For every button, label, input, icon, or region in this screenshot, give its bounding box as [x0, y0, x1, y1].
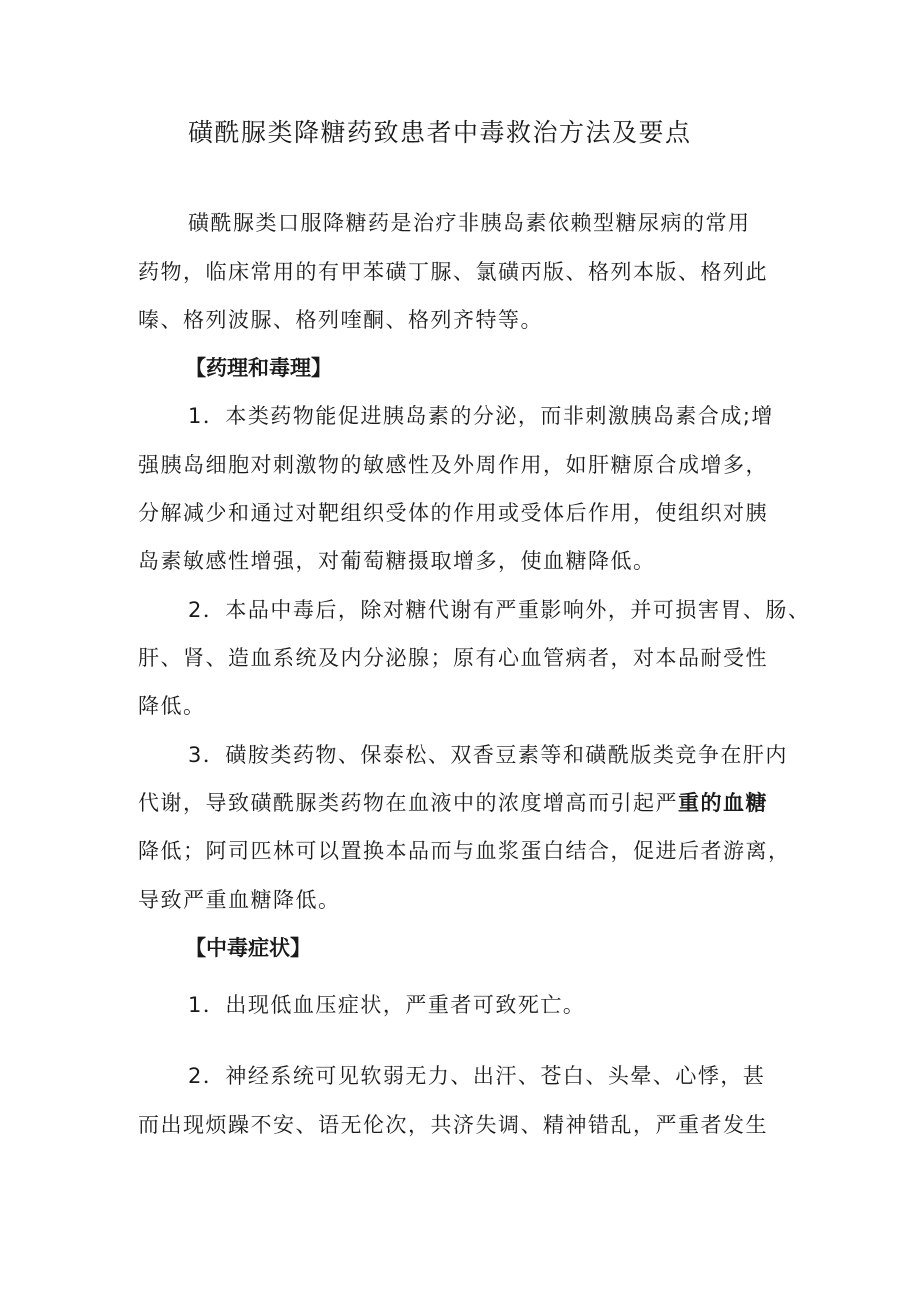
paragraph-1-line-4: 岛素敏感性增强，对葡萄糖摄取增多，使血糖降低。: [138, 549, 656, 573]
section-heading-pharmacology: 【药理和毒理】: [185, 356, 332, 380]
paragraph-3-line-1: 3．磺胺类药物、保泰松、双香豆素等和磺酰版类竞争在肝内: [188, 743, 788, 767]
paragraph-3-line-2-text: 代谢，导致磺酰脲类药物在血液中的浓度增高而引起严: [138, 791, 678, 815]
paragraph-3-bold-text: 重的血糖: [678, 791, 768, 815]
document-title: 磺酰脲类降糖药致患者中毒救治方法及要点: [188, 118, 692, 147]
paragraph-1-line-3: 分解减少和通过对靶组织受体的作用或受体后作用，使组织对胰: [138, 501, 768, 525]
symptom-2-line-1: 2．神经系统可见软弱无力、出汗、苍白、头晕、心悸，甚: [188, 1064, 766, 1088]
paragraph-3-line-2: [138, 789, 768, 817]
section-heading-symptoms: 【中毒症状】: [185, 936, 311, 960]
paragraph-1-line-1: 1．本类药物能促进胰岛素的分泌，而非刺激胰岛素合成;增: [188, 404, 774, 428]
intro-line-3: 嗪、格列波脲、格列喹酮、格列齐特等。: [138, 308, 543, 332]
intro-line-2: 药物，临床常用的有甲苯磺丁脲、氯磺丙版、格列本版、格列此: [138, 260, 768, 284]
paragraph-1-line-2: 强胰岛细胞对刺激物的敏感性及外周作用，如肝糖原合成增多，: [138, 453, 768, 477]
paragraph-2-line-3: 降低。: [138, 694, 206, 718]
symptom-2-line-2: 而出现烦躁不安、语无伦次，共济失调、精神错乱，严重者发生: [138, 1113, 768, 1137]
paragraph-3-line-3: 降低；阿司匹林可以置换本品而与血浆蛋白结合，促进后者游离，: [138, 839, 791, 863]
paragraph-2-line-2: 肝、肾、造血系统及内分泌腺；原有心血管病者，对本品耐受性: [138, 646, 768, 670]
paragraph-2-line-1: 2．本品中毒后，除对糖代谢有严重影响外，并可损害胃、肠、: [188, 598, 811, 622]
paragraph-3-line-4: 导致严重血糖降低。: [138, 888, 341, 912]
symptom-1-line-1: 1．出现低血压症状，严重者可致死亡。: [188, 993, 586, 1017]
intro-line-1: 磺酰脲类口服降糖药是治疗非胰岛素依赖型糖尿病的常用: [188, 211, 751, 235]
